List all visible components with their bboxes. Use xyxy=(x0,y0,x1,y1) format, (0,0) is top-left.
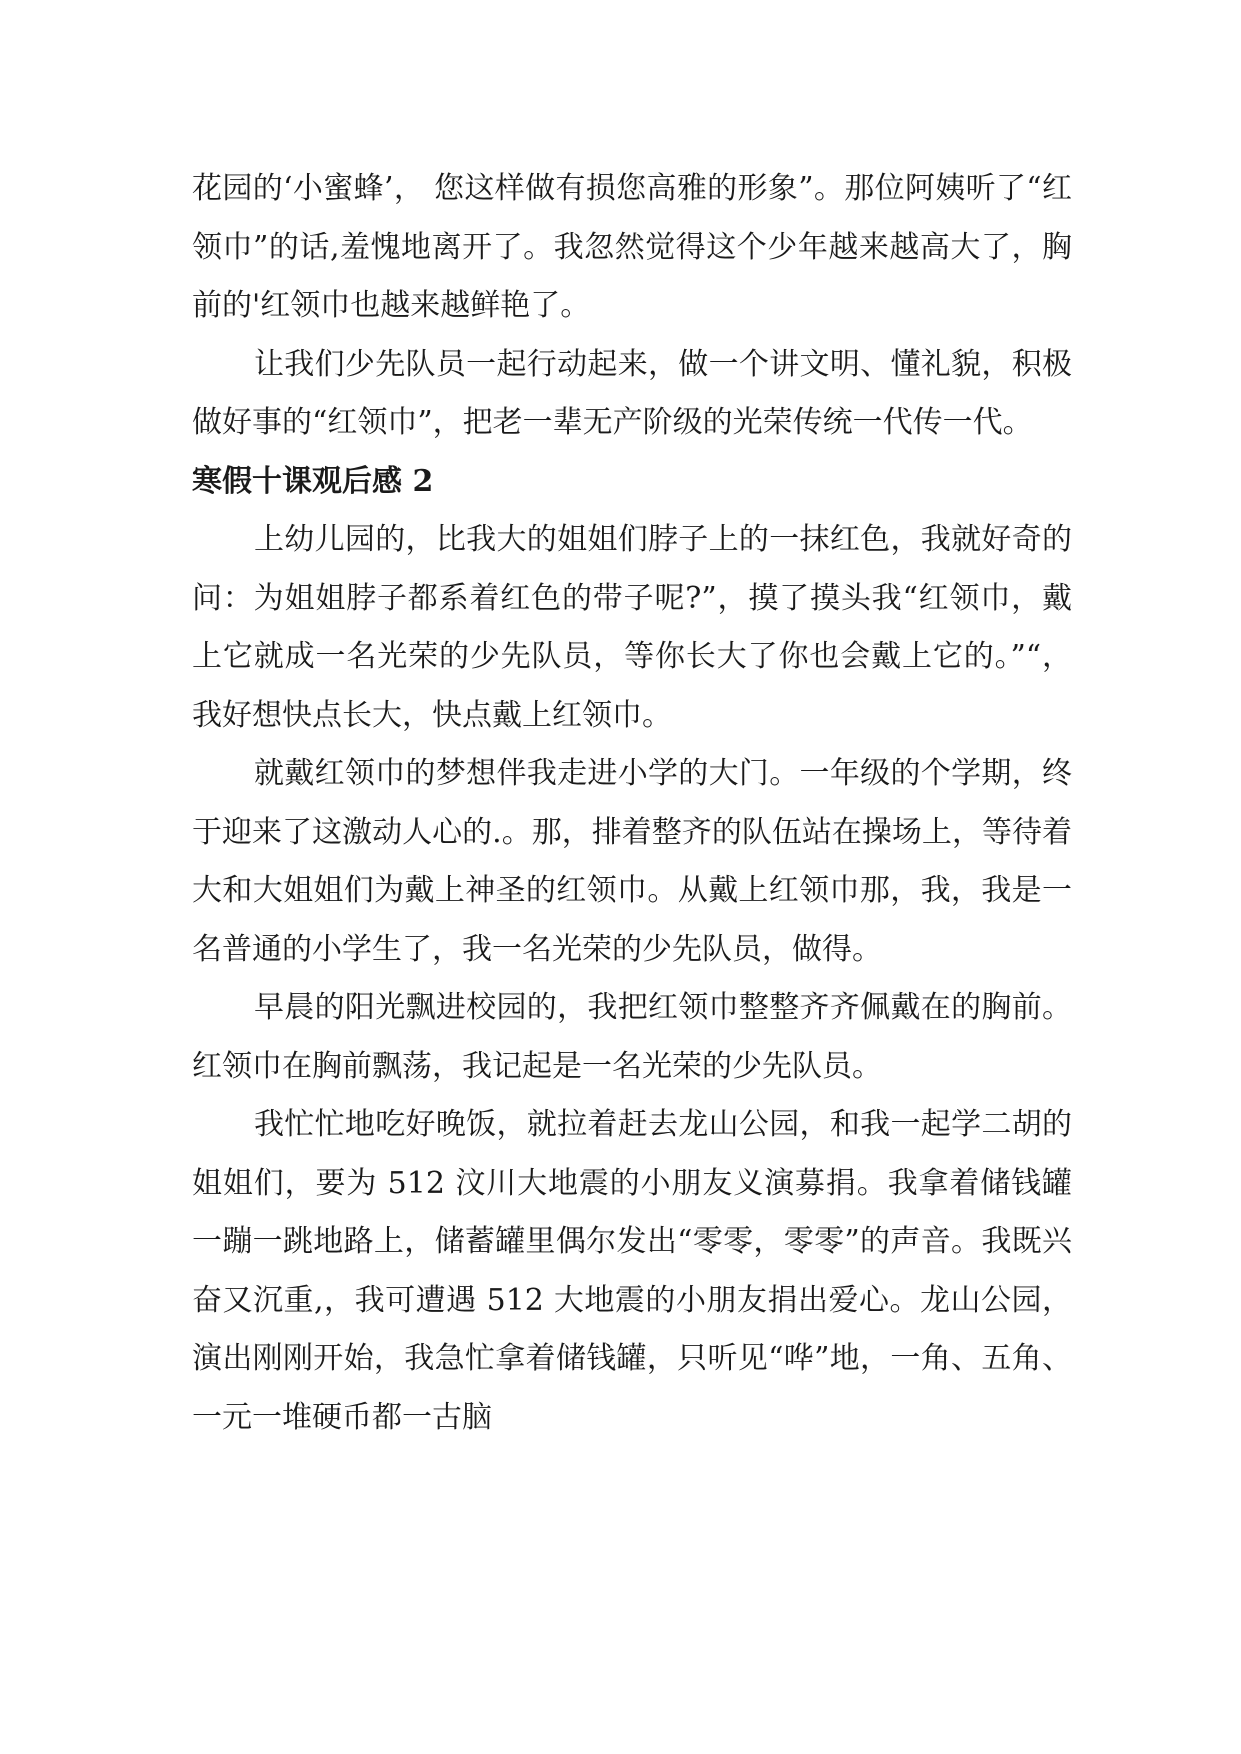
document-body xyxy=(192,160,1072,1447)
paragraph-5: 早晨的阳光飘进校园的，我把红领巾整整齐齐佩戴在的胸前。红领巾在胸前飘荡，我记起是一名光荣的少先队员。 xyxy=(192,990,1072,1084)
paragraph-6: 我忙忙地吃好晚饭，就拉着赶去龙山公园，和我一起学二胡的姐姐们，要为 512 汶川大地震的小朋友义演募捐。我拿着储钱罐一蹦一跳地路上，储蓄罐里偶尔发出“零零，零零”的声音。我既兴奋又沉重,，我可遭遇 512 大地震的小朋友捐出爱心。龙山公园，演出刚刚开始，我急忙拿着储钱罐，只听见“哗”地，一角、五角、一元一堆硬币都一古脑 xyxy=(192,1107,1072,1435)
section-title: 寒假十课观后感 2 xyxy=(192,463,434,499)
paragraph-2: 让我们少先队员一起行动起来，做一个讲文明、懂礼貌，积极做好事的“红领巾”，把老一辈无产阶级的光荣传统一代传一代。 xyxy=(192,346,1072,440)
paragraph-4: 就戴红领巾的梦想伴我走进小学的大门。一年级的个学期，终于迎来了这激动人心的.。那，排着整齐的队伍站在操场上，等待着大和大姐姐们为戴上神圣的红领巾。从戴上红领巾那，我，我是一名普通的小学生了，我一名光荣的少先队员，做得。 xyxy=(192,756,1072,967)
paragraph-3: 上幼儿园的，比我大的姐姐们脖子上的一抹红色，我就好奇的问：为姐姐脖子都系着红色的带子呢?”，摸了摸头我“红领巾，戴上它就成一名光荣的少先队员，等你长大了你也会戴上它的。”“，我好想快点长大，快点戴上红领巾。 xyxy=(192,522,1072,733)
paragraph-1: 花园的‘小蜜蜂’， 您这样做有损您高雅的形象”。那位阿姨听了“红领巾”的话,羞愧地离开了。我忽然觉得这个少年越来越高大了，胸前的'红领巾也越来越鲜艳了。 xyxy=(192,171,1072,323)
